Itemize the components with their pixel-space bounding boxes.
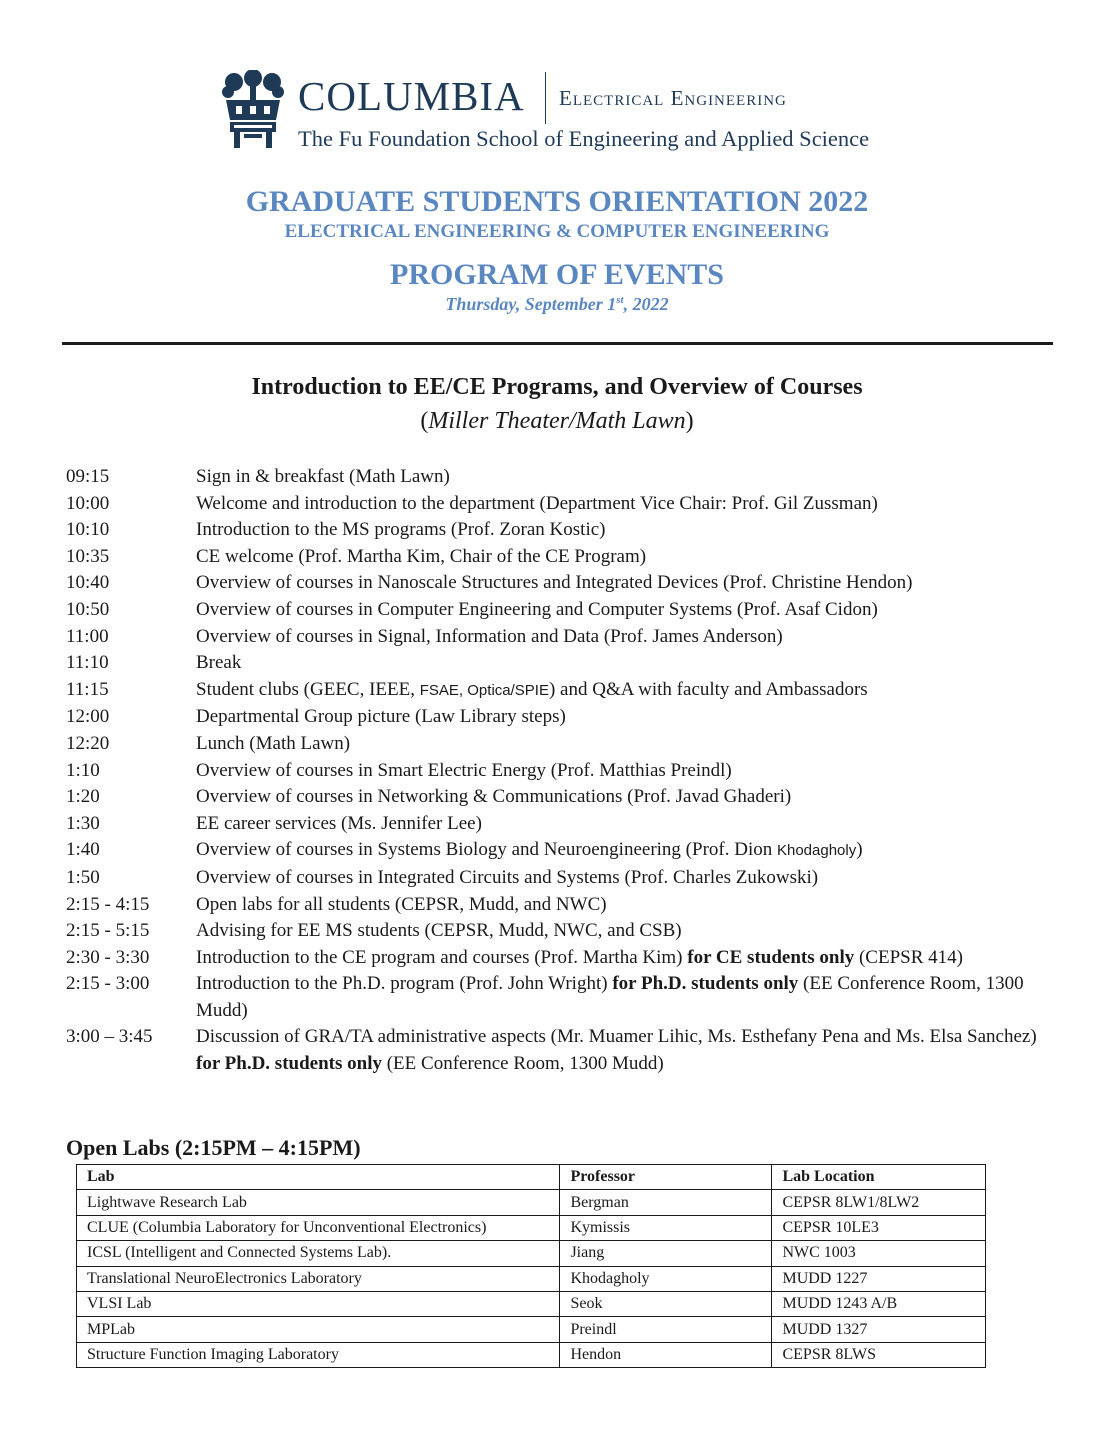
schedule-time: 2:30 - 3:30	[66, 946, 150, 968]
schedule-time: 09:15	[66, 466, 110, 487]
schedule-desc: Overview of courses in Computer Engineering and Computer Systems (Prof. Asaf Cidon)	[196, 598, 878, 620]
brand-name: COLUMBIA	[298, 73, 525, 119]
schedule-item	[66, 677, 1056, 705]
schedule-time: 2:15 - 4:15	[66, 893, 150, 915]
schedule-item	[66, 918, 1056, 945]
table-row	[77, 1241, 986, 1266]
schedule-time: 11:15	[66, 678, 109, 700]
schedule-time: 10:00	[66, 492, 110, 514]
lab-name: Lightwave Research Lab	[77, 1190, 560, 1215]
schedule-item	[66, 544, 1056, 571]
schedule-desc: Advising for EE MS students (CEPSR, Mudd, NWC, and CSB)	[196, 920, 682, 942]
schedule-time: 1:20	[66, 786, 100, 808]
schedule-item	[66, 865, 1056, 892]
schedule-time: 12:20	[66, 732, 110, 754]
table-row	[77, 1342, 986, 1367]
lab-professor: Kymissis	[560, 1215, 772, 1240]
table-row	[77, 1266, 986, 1291]
schedule-desc: Sign in & breakfast (Math Lawn)	[196, 466, 450, 487]
schedule-desc: Discussion of GRA/TA administrative aspects (Mr. Muamer Lihic, Ms. Esthefany Pena and Ms. Elsa Sanchez) for Ph.D. students only (EE Conference Room, 1300 Mudd)	[196, 1026, 1037, 1075]
lab-name: CLUE (Columbia Laboratory for Unconventional Electronics)	[77, 1215, 560, 1240]
schedule-desc: CE welcome (Prof. Martha Kim, Chair of the CE Program)	[196, 545, 647, 567]
schedule-desc: Overview of courses in Systems Biology and Neuroengineering (Prof. Dion Khodagholy)	[196, 839, 863, 861]
schedule-desc: Introduction to the MS programs (Prof. Zoran Kostic)	[196, 519, 606, 541]
open-labs-table	[76, 1164, 986, 1368]
schedule-desc: Overview of courses in Nanoscale Structures and Integrated Devices (Prof. Christine Hendon)	[196, 572, 913, 594]
lab-location: MUDD 1243 A/B	[772, 1291, 986, 1316]
department-name: Electrical Engineering	[559, 86, 787, 110]
schedule-time: 1:50	[66, 866, 100, 888]
schedule-item	[66, 597, 1056, 624]
brand-divider	[545, 72, 546, 124]
schedule-time: 2:15 - 3:00	[66, 973, 150, 995]
columbia-logo	[222, 70, 902, 160]
schedule-time: 11:00	[66, 625, 109, 647]
schedule-desc: Student clubs (GEEC, IEEE, FSAE, Optica/SPIE) and Q&A with faculty and Ambassadors	[196, 678, 868, 700]
schedule-desc: Overview of courses in Integrated Circuits and Systems (Prof. Charles Zukowski)	[196, 866, 819, 888]
lab-professor: Jiang	[560, 1241, 772, 1266]
schedule-desc: EE career services (Ms. Jennifer Lee)	[196, 812, 482, 834]
section-location: (Miller Theater/Math Lawn)	[420, 408, 694, 434]
schedule-time: 1:30	[66, 812, 100, 834]
header-divider	[62, 342, 1053, 345]
schedule-item	[66, 945, 1056, 972]
schedule-item	[66, 464, 1056, 491]
schedule-item	[66, 650, 1056, 677]
schedule-desc: Introduction to the Ph.D. program (Prof. John Wright) for Ph.D. students only (EE Conference Room, 1300 Mudd)	[196, 973, 1024, 1021]
schedule-item	[66, 491, 1056, 518]
schedule-list	[66, 464, 1056, 1078]
section-title: Introduction to EE/CE Programs, and Overview of Courses	[251, 374, 863, 400]
schedule-time: 10:35	[66, 545, 110, 567]
table-row	[77, 1317, 986, 1342]
schedule-desc: Break	[196, 652, 242, 674]
lab-location: CEPSR 10LE3	[772, 1215, 986, 1240]
school-name: The Fu Foundation School of Engineering and Applied Science	[298, 126, 870, 151]
table-row	[77, 1190, 986, 1215]
column-header: Lab Location	[772, 1165, 986, 1190]
page-subtitle: ELECTRICAL ENGINEERING & COMPUTER ENGINEERING	[284, 221, 830, 242]
schedule-item	[66, 758, 1056, 785]
column-header: Lab	[77, 1165, 560, 1190]
lab-name: Structure Function Imaging Laboratory	[77, 1342, 560, 1367]
lab-name: VLSI Lab	[77, 1291, 560, 1316]
schedule-item	[66, 811, 1056, 838]
schedule-item	[66, 892, 1056, 919]
schedule-time: 10:10	[66, 519, 110, 541]
schedule-desc: Overview of courses in Signal, Information and Data (Prof. James Anderson)	[196, 625, 783, 647]
open-labs-title: Open Labs (2:15PM – 4:15PM)	[66, 1135, 361, 1160]
schedule-desc: Open labs for all students (CEPSR, Mudd, and NWC)	[196, 893, 607, 915]
lab-location: NWC 1003	[772, 1241, 986, 1266]
schedule-desc: Overview of courses in Smart Electric Energy (Prof. Matthias Preindl)	[196, 759, 732, 781]
crown-icon	[222, 70, 284, 150]
column-header: Professor	[560, 1165, 772, 1190]
lab-professor: Preindl	[560, 1317, 772, 1342]
lab-location: MUDD 1327	[772, 1317, 986, 1342]
lab-professor: Khodagholy	[560, 1266, 772, 1291]
table-header-row	[77, 1165, 986, 1190]
page-title: GRADUATE STUDENTS ORIENTATION 2022	[245, 185, 869, 218]
schedule-item	[66, 837, 1056, 865]
schedule-desc: Overview of courses in Networking & Communications (Prof. Javad Ghaderi)	[196, 786, 792, 808]
schedule-item	[66, 517, 1056, 544]
lab-location: MUDD 1227	[772, 1266, 986, 1291]
schedule-item	[66, 624, 1056, 651]
lab-location: CEPSR 8LW1/8LW2	[772, 1190, 986, 1215]
lab-professor: Seok	[560, 1291, 772, 1316]
schedule-time: 12:00	[66, 706, 110, 728]
schedule-time: 10:50	[66, 598, 110, 620]
table-row	[77, 1291, 986, 1316]
lab-name: MPLab	[77, 1317, 560, 1342]
table-row	[77, 1215, 986, 1240]
event-date: Thursday, September 1st, 2022	[445, 294, 669, 314]
schedule-desc: Welcome and introduction to the department (Department Vice Chair: Prof. Gil Zussman)	[196, 492, 878, 514]
schedule-time: 3:00 – 3:45	[66, 1026, 153, 1048]
schedule-desc: Introduction to the CE program and courses (Prof. Martha Kim) for CE students only (CEPSR 414)	[196, 946, 963, 968]
lab-name: Translational NeuroElectronics Laboratory	[77, 1266, 560, 1291]
schedule-item	[66, 704, 1056, 731]
schedule-time: 2:15 - 5:15	[66, 920, 150, 942]
schedule-time: 1:10	[66, 759, 100, 781]
schedule-item	[66, 570, 1056, 597]
schedule-time: 11:10	[66, 652, 109, 674]
schedule-item	[66, 971, 1056, 1024]
schedule-time: 1:40	[66, 839, 100, 861]
schedule-item	[66, 784, 1056, 811]
lab-location: CEPSR 8LWS	[772, 1342, 986, 1367]
lab-name: ICSL (Intelligent and Connected Systems Lab).	[77, 1241, 560, 1266]
lab-professor: Bergman	[560, 1190, 772, 1215]
schedule-desc: Lunch (Math Lawn)	[196, 732, 351, 754]
lab-professor: Hendon	[560, 1342, 772, 1367]
schedule-item	[66, 731, 1056, 758]
schedule-desc: Departmental Group picture (Law Library steps)	[196, 706, 566, 728]
schedule-time: 10:40	[66, 572, 110, 594]
program-title: PROGRAM OF EVENTS	[390, 258, 724, 291]
schedule-item	[66, 1024, 1056, 1077]
